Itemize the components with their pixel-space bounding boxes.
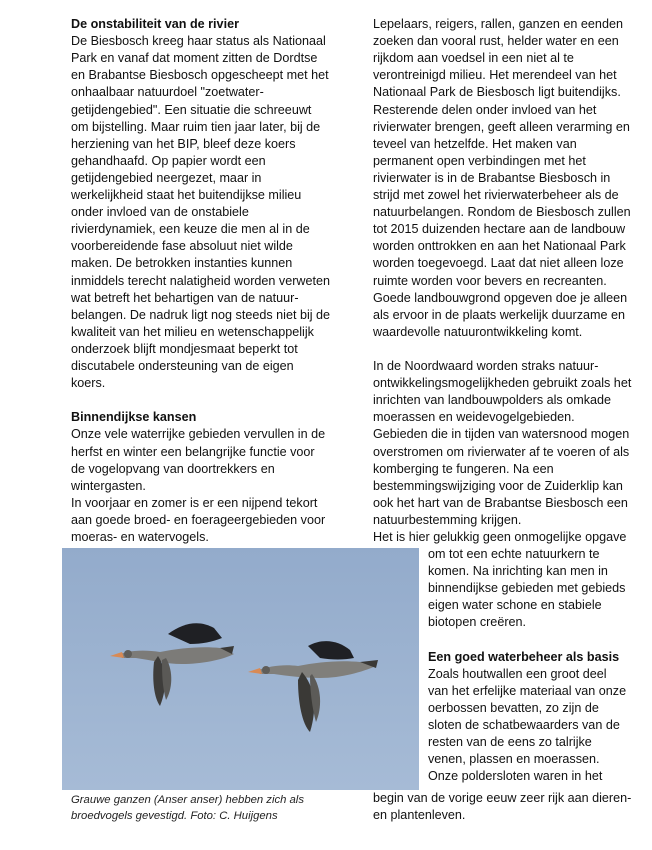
text-line: biotopen creëren. [428, 615, 527, 630]
text-line: permanent open verbindingen met het [373, 153, 586, 168]
text-line: zoeken dan vooral rust, helder water en een [373, 34, 619, 49]
text-line: getijdengebied". Een situatie die schreeuwt [71, 102, 312, 117]
text-line: rivierwater is in de Brabantse Biesbosch in [373, 170, 611, 185]
text-line: van het erfelijke materiaal van onze [428, 683, 627, 698]
text-line: De Biesbosch kreeg haar status als Nationaal [71, 34, 326, 49]
text-line: om tot een echte natuurkern te [428, 547, 600, 561]
text-line: bestemmingswijziging voor de Zuiderklip kan [373, 478, 623, 493]
text-line: discutabele ondersteuning van de eigen [71, 359, 294, 373]
text-line: resten van de eens zo talrijke [428, 735, 592, 750]
text-line: sloten de schatbewaarders van de [428, 718, 620, 732]
text-line: komberging te fungeren. Na een [373, 461, 554, 476]
text-line: worden toegevoegd. Laat dat niet alleen loze [373, 256, 624, 271]
text-line: rivierdynamiek, een keuze die men al in de [71, 222, 310, 237]
section-heading: Een goed waterbeheer als basis [428, 649, 620, 664]
text-line: Goede landbouwgrond opgeven doe je alleen [373, 290, 628, 305]
text-line: Park en vanaf dat moment zitten de Dordtse [71, 51, 318, 66]
text-line: wintergasten. [71, 478, 146, 493]
text-line: inrichten van landbouwpolders als omkade [373, 393, 612, 408]
text-line: Lepelaars, reigers, rallen, ganzen en eenden [373, 17, 623, 31]
text-line: komen. Na inrichting kan men in [428, 564, 608, 579]
text-line: strijd met zowel het rivierwaterbeheer als de [373, 188, 619, 202]
text-line: gehandhaafd. Op papier wordt een [71, 153, 266, 168]
text-line: rivierwater brengen, geeft alleen verarming en [373, 119, 630, 134]
text-line: venen, plassen en moerassen. [428, 752, 600, 767]
text-line: werkelijkheid staat het buitendijkse milieu [71, 188, 302, 202]
text-line: waardevolle natuurontwikkeling komt. [373, 324, 583, 339]
text-line: als ervoor in de plaats werkelijk duurzame en [373, 307, 625, 322]
section-heading: De onstabiliteit van de rivier [71, 17, 239, 31]
text-line: getijdengebied neergezet, maar in [71, 170, 262, 185]
text-line: tot 2015 duizenden hectare aan de landbouw [373, 222, 626, 237]
text-line: moerassen en weidevogelgebieden. [373, 410, 575, 425]
text-line: inmiddels terecht nalatigheid worden verweten [71, 273, 331, 288]
photo-caption-line-2: broedvogels gevestigd. Foto: C. Huijgens [71, 810, 278, 822]
text-line: wat betreft het behartigen van de natuur- [71, 290, 299, 305]
text-line: ook het hart van de Brabantse Biesbosch een [373, 495, 628, 510]
text-line: herfst en winter een belangrijke functie voor [71, 444, 315, 459]
text-line: natuurbestemming krijgen. [373, 512, 522, 527]
text-line: aan goede broed- en foerageergebieden voor [71, 512, 326, 527]
geese-photo [62, 548, 419, 790]
text-line: herziening van het BIP, bleef deze koers [71, 136, 296, 151]
text-line: Nationaal Park de Biesbosch ligt buitendijks. [373, 85, 621, 100]
text-line: Zoals houtwallen een groot deel [428, 666, 607, 681]
text-line: en plantenleven. [373, 808, 466, 823]
text-line: belangen. De nadruk ligt nog steeds niet bij de [71, 307, 331, 322]
text-line: en Brabantse Biesbosch opgescheept met het [71, 68, 329, 83]
text-line: verontreinigd milieu. Het merendeel van het [373, 68, 617, 83]
text-line: overstromen om rivierwater af te voeren of als [373, 444, 630, 459]
text-line: Resterende delen onder invloed van het [373, 102, 597, 117]
text-line: koers. [71, 376, 106, 391]
text-line: worden onttrokken en aan het Nationaal Park [373, 239, 626, 254]
text-line: rijkdom aan voedsel in een niet al te [373, 51, 574, 66]
text-line: moeras- en watervogels. [71, 530, 209, 544]
text-line: voorbereidende fase absoluut niet wilde [71, 239, 293, 254]
text-line: onhaalbaar natuurdoel "zoetwater- [71, 85, 264, 100]
text-line: maken. De betrokken instanties kunnen [71, 256, 293, 271]
text-line: onder invloed van de onstabiele [71, 205, 249, 220]
section-heading: Binnendijkse kansen [71, 410, 197, 425]
text-line: Gebieden die in tijden van watersnood mogen [373, 427, 630, 442]
text-line: de vogelopvang van doortrekkers en [71, 461, 275, 476]
text-line: onderzoek blijft mondjesmaat beperkt tot [71, 341, 298, 356]
text-line: eigen water schone en stabiele [428, 598, 602, 613]
text-line: kwaliteit van het milieu en wetenschappelijk [71, 324, 314, 339]
text-line: oerbossen bevatten, zo zijn de [428, 700, 599, 715]
text-line: ruimte worden voor bevers en recreanten. [373, 273, 607, 288]
text-line: om bijstelling. Maar ruim tien jaar later, bij de [71, 119, 321, 134]
text-line: In voorjaar en zomer is er een nijpend tekort [71, 495, 318, 510]
text-line: teveel van hetzelfde. Het maken van [373, 136, 577, 151]
geese-photo-drawing [62, 548, 419, 790]
text-line: natuurbelangen. Rondom de Biesbosch zullen [373, 205, 631, 220]
text-line: begin van de vorige eeuw zeer rijk aan dieren- [373, 791, 632, 805]
photo-caption-line-1: Grauwe ganzen (Anser anser) hebben zich als [71, 794, 304, 806]
text-line: Onze vele waterrijke gebieden vervullen in de [71, 427, 326, 442]
text-line: Onze poldersloten waren in het [428, 769, 603, 784]
text-line: Het is hier gelukkig geen onmogelijke opgave [373, 530, 627, 544]
text-line: binnendijkse gebieden met gebieds [428, 581, 626, 596]
text-line: ontwikkelingsmogelijkheden gebruikt zoals het [373, 376, 632, 391]
text-line: In de Noordwaard worden straks natuur- [373, 359, 599, 373]
